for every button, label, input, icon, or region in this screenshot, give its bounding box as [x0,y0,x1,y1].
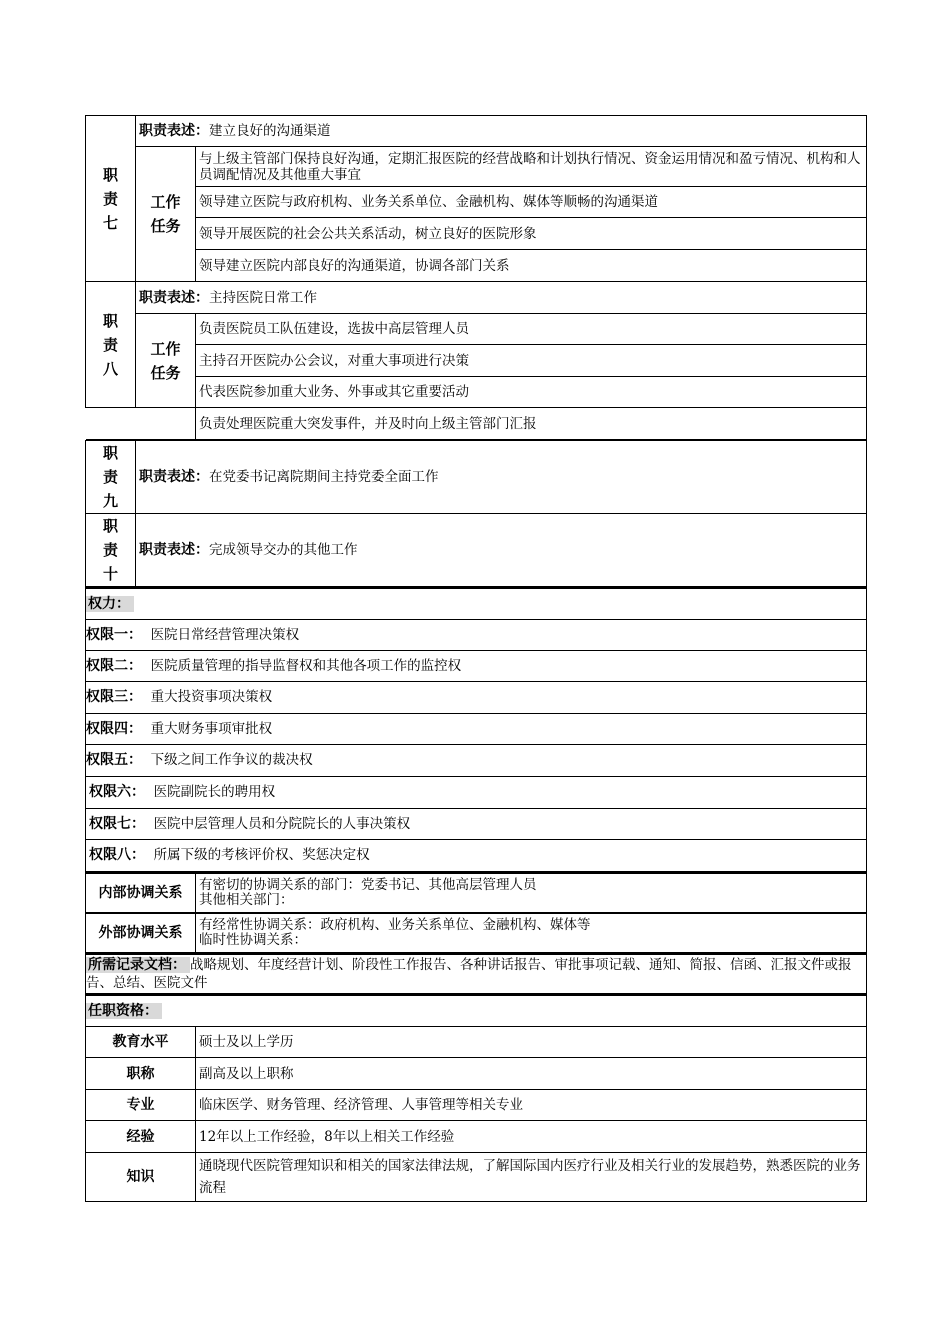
duty7-task-label: 工作 任务 [136,147,196,282]
duty7-label: 职 责 七 [86,116,136,282]
duty7-task-3: 领导开展医院的社会公共关系活动，树立良好的医院形象 [196,218,867,250]
external-label: 外部协调关系 [86,913,196,953]
internal-label: 内部协调关系 [86,873,196,913]
qualification-value: 硕士及以上学历 [196,1027,867,1058]
qualification-label: 职称 [86,1058,196,1090]
duty10-label: 职 责 十 [86,514,136,587]
duty8-desc: 主持医院日常工作 [209,289,317,306]
authority-item: 权限二： 医院质量管理的指导监督权和其他各项工作的监控权 [86,650,867,681]
qualification-label: 教育水平 [86,1027,196,1058]
authority-item: 权限八： 所属下级的考核评价权、奖惩决定权 [86,839,867,871]
relations-table [85,872,867,954]
qualification-label: 知识 [86,1153,196,1202]
duty7-task-4: 领导建立医院内部良好的沟通渠道，协调各部门关系 [196,250,867,282]
duty9-label: 职 责 九 [86,441,136,514]
authority-item: 权限七： 医院中层管理人员和分院院长的人事决策权 [86,808,867,839]
duty8-task-1: 负责医院员工队伍建设，选拔中高层管理人员 [196,314,867,345]
duty7-task-2: 领导建立医院与政府机构、业务关系单位、金融机构、媒体等顺畅的沟通渠道 [196,187,867,218]
authority-item: 权限六： 医院副院长的聘用权 [86,776,867,808]
qualification-value: 通晓现代医院管理知识和相关的国家法律法规，了解国际国内医疗行业及相关行业的发展趋势，熟悉医院的业务流程 [196,1153,867,1202]
duty8-task-2: 主持召开医院办公会议，对重大事项进行决策 [196,345,867,377]
duties-9-10-table [85,440,867,587]
internal-content: 有密切的协调关系的部门：党委书记、其他高层管理人员 其他相关部门： [196,873,867,913]
authority-item: 权限三： 重大投资事项决策权 [86,681,867,713]
qualification-label: 专业 [86,1090,196,1121]
qualification-title: 任职资格： [86,995,867,1027]
records-table [85,953,867,994]
duty10-desc-row: 职责表述：完成领导交办的其他工作 [136,514,867,587]
duties-table [85,115,867,440]
external-content: 有经常性协调关系：政府机构、业务关系单位、金融机构、媒体等 临时性协调关系： [196,913,867,953]
qualification-value: 临床医学、财务管理、经济管理、人事管理等相关专业 [196,1090,867,1121]
duty8-desc-row: 职责表述：主持医院日常工作 [136,282,867,314]
duty8-task-label: 工作 任务 [136,314,196,408]
qualification-table [85,994,867,1203]
duty10-desc: 完成领导交办的其他工作 [209,542,358,558]
duty9-desc: 在党委书记离院期间主持党委全面工作 [209,469,439,485]
qualification-value: 副高及以上职称 [196,1058,867,1090]
authority-item: 权限四： 重大财务事项审批权 [86,713,867,744]
authority-item: 权限一： 医院日常经营管理决策权 [86,619,867,650]
duty8-label: 职 责 八 [86,282,136,408]
duty8-task-4: 负责处理医院重大突发事件，并及时向上级主管部门汇报 [196,408,867,440]
authority-table [85,587,867,872]
duty7-desc-row: 职责表述：建立良好的沟通渠道 [136,116,867,147]
authority-title: 权力： [86,588,867,619]
records-content: 所需记录文档： 战略规划、年度经营计划、阶段性工作报告、各种讲话报告、审批事项记载、通知、简报、信函、汇报文件或报告、总结、医院文件 [86,954,867,993]
duty7-desc: 建立良好的沟通渠道 [209,123,331,139]
duty7-task-1: 与上级主管部门保持良好沟通，定期汇报医院的经营战略和计划执行情况、资金运用情况和盈亏情况、机构和人员调配情况及其他重大事宜 [196,147,867,187]
qualification-value: 12年以上工作经验，8年以上相关工作经验 [196,1121,867,1153]
authority-item: 权限五： 下级之间工作争议的裁决权 [86,744,867,776]
qualification-label: 经验 [86,1121,196,1153]
job-description-document [85,115,866,1202]
duty8-task-3: 代表医院参加重大业务、外事或其它重要活动 [196,377,867,408]
records-text: 战略规划、年度经营计划、阶段性工作报告、各种讲话报告、审批事项记载、通知、简报、信函、汇报文件或报告、总结、医院文件 [86,956,852,991]
duty9-desc-row: 职责表述：在党委书记离院期间主持党委全面工作 [136,441,867,514]
